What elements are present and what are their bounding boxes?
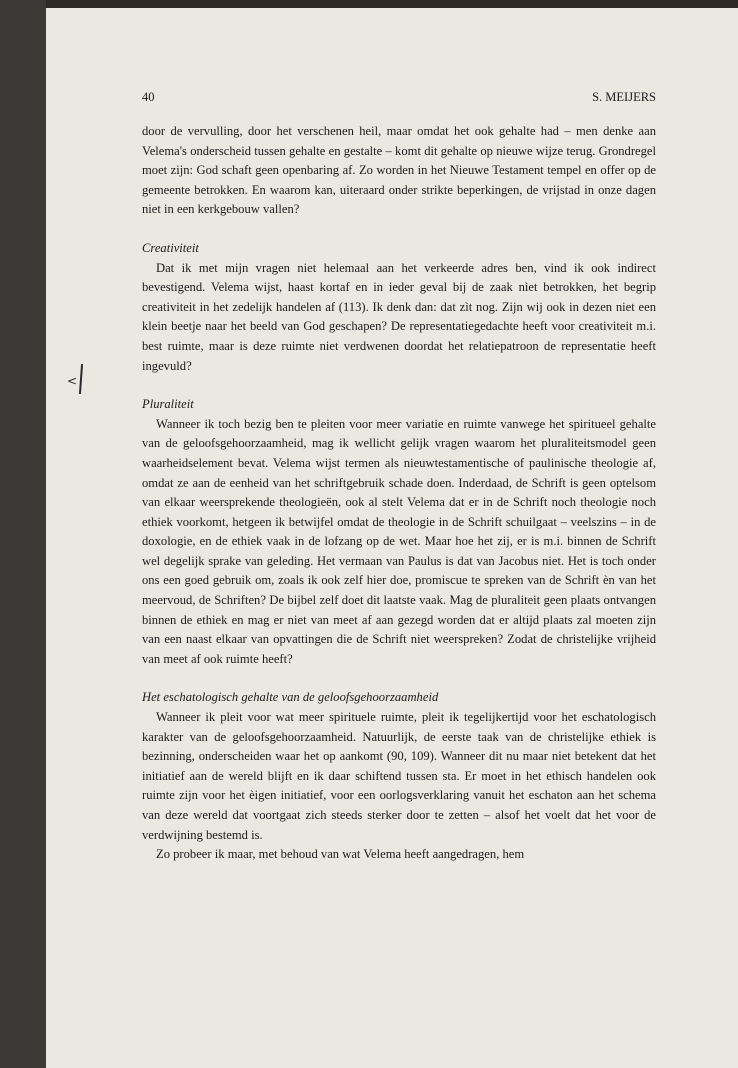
running-header bbox=[142, 90, 656, 105]
section-heading-pluraliteit: Pluraliteit bbox=[142, 397, 194, 412]
margin-bracket-icon: < bbox=[67, 362, 91, 404]
body-text bbox=[142, 122, 656, 865]
scan-border-left bbox=[0, 0, 46, 1068]
section-heading-eschatologisch: Het eschatologisch gehalte van de geloofsgehoorzaamheid bbox=[142, 690, 439, 705]
scan-border-top bbox=[0, 0, 738, 8]
section-heading-creativiteit: Creativiteit bbox=[142, 240, 199, 255]
running-title: S. MEIJERS bbox=[592, 90, 656, 104]
paragraph-pluraliteit: Wanneer ik toch bezig ben te pleiten voor meer variatie en ruimte vanwege het spiritueel gehalte van de geloofsgehoorzaamheid, mag ik wellicht gelijk vragen waarom het pluraliteitsmodel geen waarheidselement bevat. Velema wijst termen als nieuwtestamentische of paulinische theologie af, omdat ze aan de eenheid van het schriftgebruik schade doen. Inderdaad, de Schrift is geen optelsom van elkaar weersprekende theologieën, ook al stelt Velema dat er in de Schrift noch theologie noch ethiek voorkomt, hetgeen ik betwijfel omdat de theologie in de Schrift schuilgaat – veelszins – in de doxologie, en de ethiek vaak in de lofzang op de wet. Maar hoe het zij, er is m.i. binnen de Schrift wel degelijk sprake van geleding. Het vermaan van Paulus is dat van Jacobus niet. Het is toch onder ons een goed gebruik om, zoals ik ook zelf hier doe, promiscue te spreken van de Schrift èn van het meervoud, de Schriften? De bijbel zelf doet dit laatste vaak. Mag de pluraliteit geen plaats ontvangen binnen de ethiek en mag er niet van meet af aan gezegd worden dat er altijd plaats zal moeten zijn van een naast elkaar van opvattingen die de Schrift niet weerspreken? Zodat de christelijke vrijheid van meet af ook ruimte heeft? bbox=[142, 416, 656, 666]
paragraph-eschatologisch: Wanneer ik pleit voor wat meer spirituele ruimte, pleit ik tegelijkertijd voor het eschatologisch karakter van de geloofsgehoorzaamheid. Natuurlijk, de eerste taak van de christelijke ethiek is bezinning, onderscheiden waar het op aankomt (90, 109). Wanneer dit nu maar niet betekent dat het initiatief aan de wereld blijft en ik daar schiftend tussen sta. Er moet in het ethisch handelen ook ruimte zijn voor het èigen initiatief, voor een oorlogsverklaring vanuit het eschaton aan het schema van deze wereld dat voortgaat zich steeds sterker door te zetten – alsof het voelt dat het voor de verdwijning bestemd is. bbox=[142, 710, 656, 842]
closing-paragraph: Zo probeer ik maar, met behoud van wat Velema heeft aangedragen, hem bbox=[156, 847, 525, 862]
page-number: 40 bbox=[142, 90, 155, 104]
paragraph-creativiteit: Dat ik met mijn vragen niet helemaal aan het verkeerde adres ben, vind ik ook indirect bevestigend. Velema wijst, haast kortaf en in ieder geval bij de zaak nìet betrokken, het begrip creativiteit in het zedelijk handelen af (113). Ik denk dan: dat zìt nog. Zijn wij ook in dezen niet een klein beetje naar het beeld van God geschapen? De representatiegedachte heeft voor creativiteit m.i. best ruimte, maar is deze ruimte niet verdwenen doordat het relatiepatroon de representatie heeft ingevuld? bbox=[142, 260, 656, 373]
intro-paragraph: door de vervulling, door het verschenen heil, maar omdat het ook gehalte had – men denke aan Velema's onderscheid tussen gehalte en gestalte – komt dit gehalte op nieuwe wijze terug. Grondregel moet zijn: God schaft geen openbaring af. Zo worden in het Nieuwe Testament tempel en offer op de gemeente betrokken. En waarom kan, uiteraard onder strikte beperkingen, de vrijstad in onze dagen niet in een kerkgebouw vallen? bbox=[142, 124, 656, 217]
